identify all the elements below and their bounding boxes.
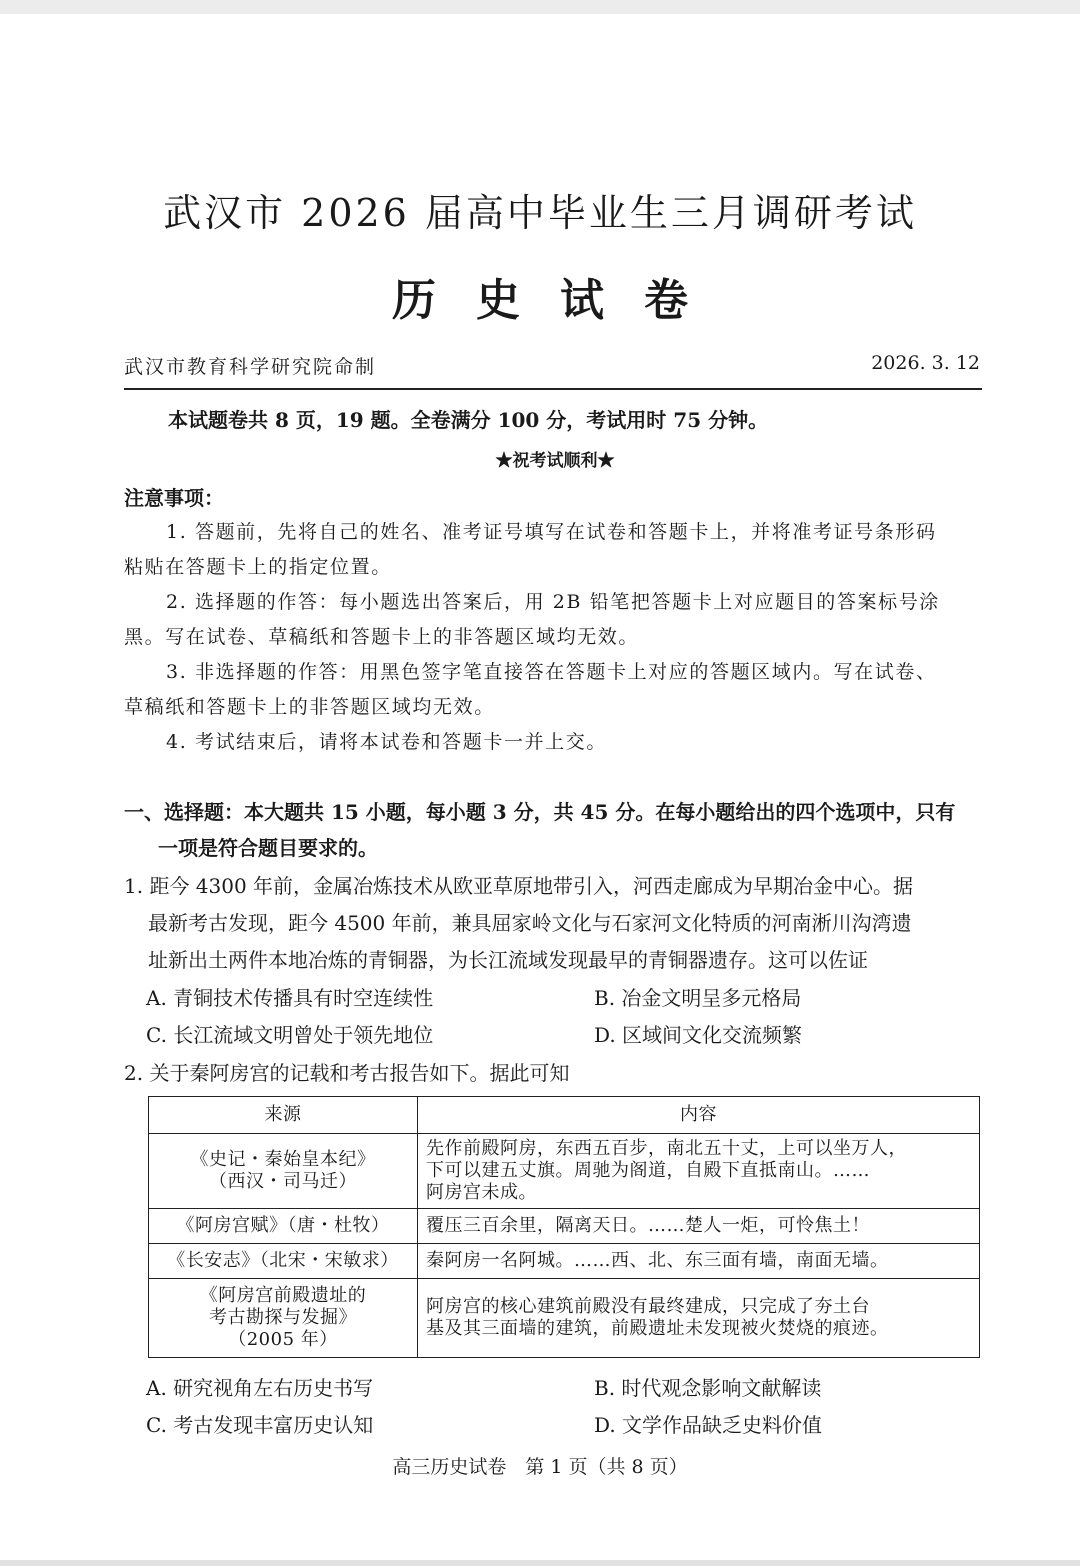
exam-title: 武汉市 2026 届高中毕业生三月调研考试: [163, 191, 917, 235]
source-table: [148, 1096, 980, 1358]
exam-date: 2026. 3. 12: [871, 352, 980, 374]
q1-option-d: D. 区域间文化交流频繁: [594, 1023, 803, 1047]
question-1-line: 最新考古发现，距今 4500 年前，兼具屈家岭文化与石家河文化特质的河南淅川沟湾遗: [148, 911, 912, 935]
header-divider: [124, 388, 982, 390]
question-1-line: 址新出土两件本地冶炼的青铜器，为长江流域发现最早的青铜器遗存。这可以佐证: [148, 948, 868, 972]
q2-option-a: A. 研究视角左右历史书写: [146, 1376, 374, 1400]
source-cell: [149, 1279, 418, 1358]
section-heading: 一、选择题：本大题共 15 小题，每小题 3 分，共 45 分。在每小题给出的四个选项中，只有: [124, 800, 956, 824]
scan-edge-bottom: [0, 1560, 1080, 1566]
source-text: 考古勘探与发掘》: [209, 1307, 357, 1329]
q1-option-a: A. 青铜技术传播具有时空连续性: [146, 986, 434, 1010]
source-cell: [149, 1244, 418, 1279]
notice-line: 4. 考试结束后，请将本试卷和答题卡一并上交。: [166, 731, 607, 753]
source-text: 《史记・秦始皇本纪》: [190, 1149, 376, 1171]
source-cell: [149, 1134, 418, 1209]
content-text: 阿房宫未成。: [426, 1181, 537, 1203]
content-cell: [418, 1134, 980, 1209]
header-content: 内容: [418, 1097, 980, 1134]
good-luck-line: ★祝考试顺利★: [495, 451, 615, 471]
content-cell: [418, 1209, 980, 1244]
notice-line: 3. 非选择题的作答：用黑色签字笔直接答在答题卡上对应的答题区域内。写在试卷、: [166, 661, 937, 683]
notice-heading: 注意事项：: [124, 486, 224, 510]
content-cell: [418, 1244, 980, 1279]
table-row: [149, 1279, 980, 1358]
source-text: 《长安志》（北宋・宋敏求）: [167, 1250, 399, 1272]
source-text: 《阿房宫赋》（唐・杜牧）: [176, 1215, 390, 1237]
table-row: [149, 1134, 980, 1209]
page-footer: 高三历史试卷 第 1 页（共 8 页）: [392, 1456, 688, 1478]
issuer-line: 武汉市教育科学研究院命制: [124, 356, 377, 378]
notice-line: 黑。写在试卷、草稿纸和答题卡上的非答题区域均无效。: [124, 626, 640, 648]
table-row: [149, 1209, 980, 1244]
notice-line: 2. 选择题的作答：每小题选出答案后，用 2B 铅笔把答题卡上对应题目的答案标号涂: [166, 591, 940, 613]
content-text: 下可以建五丈旗。周驰为阁道，自殿下直抵南山。……: [426, 1160, 870, 1182]
notice-line: 1. 答题前，先将自己的姓名、准考证号填写在试卷和答题卡上，并将准考证号条形码: [166, 521, 937, 543]
table-header-row: [149, 1097, 980, 1134]
content-text: 先作前殿阿房，东西五百步，南北五十丈，上可以坐万人，: [426, 1138, 907, 1160]
content-cell: [418, 1279, 980, 1358]
table-row: [149, 1244, 980, 1279]
header-source: 来源: [149, 1097, 418, 1134]
source-text: （2005 年）: [228, 1328, 338, 1350]
notice-line: 粘贴在答题卡上的指定位置。: [124, 556, 392, 578]
content-text: 阿房宫的核心建筑前殿没有最终建成，只完成了夯土台: [426, 1296, 870, 1318]
q1-option-c: C. 长江流域文明曾处于领先地位: [146, 1023, 434, 1047]
scan-edge-top: [0, 0, 1080, 14]
q2-option-b: B. 时代观念影响文献解读: [594, 1376, 822, 1400]
source-text: （西汉・司马迁）: [209, 1171, 357, 1192]
content-text: 秦阿房一名阿城。……西、北、东三面有墙，南面无墙。: [426, 1250, 889, 1272]
section-heading-cont: 一项是符合题目要求的。: [158, 836, 378, 860]
content-text: 基及其三面墙的建筑，前殿遗址未发现被火焚烧的痕迹。: [426, 1318, 889, 1339]
question-2-stem: 2. 关于秦阿房宫的记载和考古报告如下。据此可知: [124, 1061, 570, 1085]
exam-info: 本试题卷共 8 页，19 题。全卷满分 100 分，考试用时 75 分钟。: [168, 408, 769, 432]
exam-subject-title: 历史试卷: [392, 275, 728, 326]
q2-option-c: C. 考古发现丰富历史认知: [146, 1413, 374, 1437]
question-1-line: 1. 距今 4300 年前，金属冶炼技术从欧亚草原地带引入，河西走廊成为早期冶金中心。据: [124, 874, 914, 898]
source-cell: [149, 1209, 418, 1244]
q2-option-d: D. 文学作品缺乏史料价值: [594, 1413, 823, 1437]
notice-line: 草稿纸和答题卡上的非答题区域均无效。: [124, 696, 495, 718]
q1-option-b: B. 冶金文明呈多元格局: [594, 986, 802, 1010]
source-text: 《阿房宫前殿遗址的: [199, 1285, 367, 1307]
content-text: 覆压三百余里，隔离天日。……楚人一炬，可怜焦土！: [426, 1215, 870, 1237]
